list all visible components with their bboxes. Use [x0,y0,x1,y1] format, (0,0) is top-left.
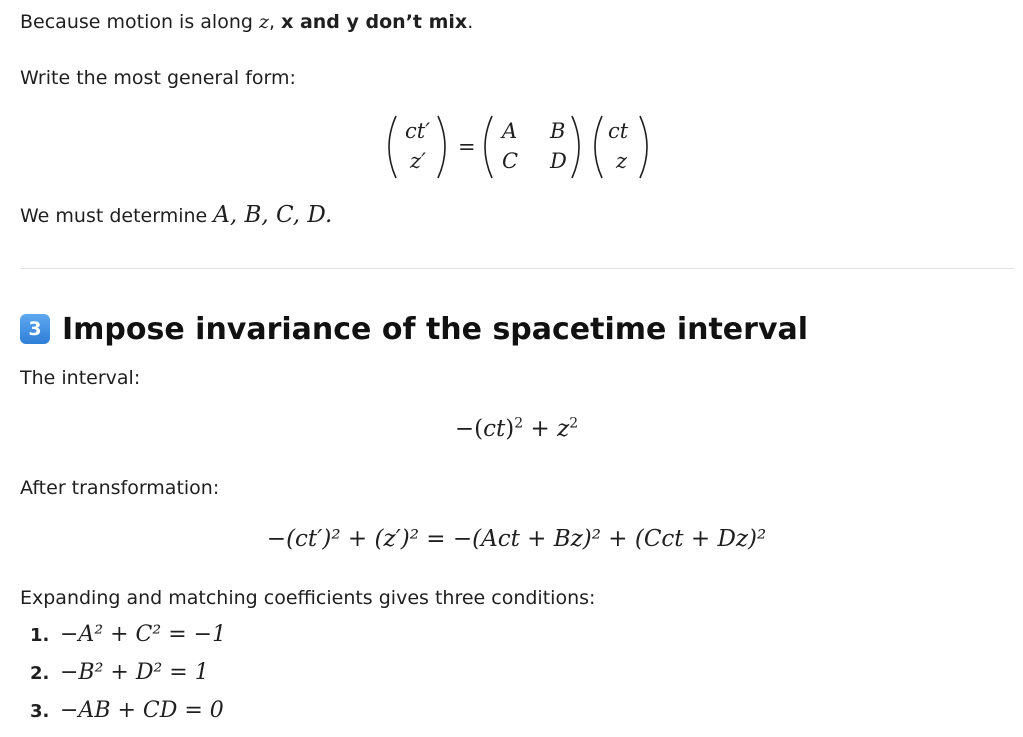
interval-label: The interval: [20,367,141,389]
condition-number: 2. [30,663,50,684]
intro-var-z: z [258,11,269,33]
rhs-bot: z [616,149,628,173]
interval-exponent: 2 [569,415,579,432]
condition-expr: −AB + CD = 0 [60,698,224,723]
interval-part: ) [505,416,515,442]
matrix-equation [380,112,660,182]
condition-2 [30,660,209,685]
condition-expr: −B² + D² = 1 [60,660,209,685]
determine-text: We must determine [20,205,214,227]
m12: B [550,119,566,143]
condition-3 [30,698,224,723]
condition-1 [30,622,226,647]
section-title: Impose invariance of the spacetime interval [62,312,809,347]
expanding-label: Expanding and matching coefficients gives three conditions: [20,587,596,609]
interval-part: + [523,416,558,442]
paren-left-icon [485,116,492,178]
condition-number: 1. [30,625,50,646]
interval-part: z [557,416,570,442]
lhs-top: ct′ [405,119,430,143]
rhs-top: ct [608,119,629,143]
paren-right-icon [572,116,579,178]
paren-right-icon [438,116,445,178]
intro-suffix: . [467,11,474,33]
number-3-icon: 3 [20,314,50,344]
lhs-bot: z′ [410,149,426,173]
determine-vars: A, B, C, D. [213,202,333,228]
interval-part: −( [454,416,484,442]
interval-part: ct [483,416,506,442]
paren-left-icon [389,116,396,178]
intro-bold: x and y don’t mix [281,11,468,33]
after-label: After transformation: [20,477,220,499]
condition-expr: −A² + C² = −1 [60,622,227,647]
general-form-label: Write the most general form: [20,67,296,89]
m21: C [502,149,519,173]
intro-line [20,10,473,34]
transform-equation: −(ct′)² + (z′)² = −(Act + Bz)² + (Cct + Dz)² [266,526,767,552]
m11: A [502,119,518,143]
determine-line [20,203,332,228]
paren-right-icon [640,116,647,178]
interval-exponent: 2 [514,415,524,432]
section-divider [20,268,1014,269]
interval-equation [5,416,1023,442]
intro-prefix: Because motion is along [20,11,259,33]
equals-sign: = [458,135,476,159]
m22: D [550,149,567,173]
paren-left-icon [595,116,602,178]
condition-number: 3. [30,701,50,722]
intro-comma: , [268,11,282,33]
section-heading [20,310,808,350]
